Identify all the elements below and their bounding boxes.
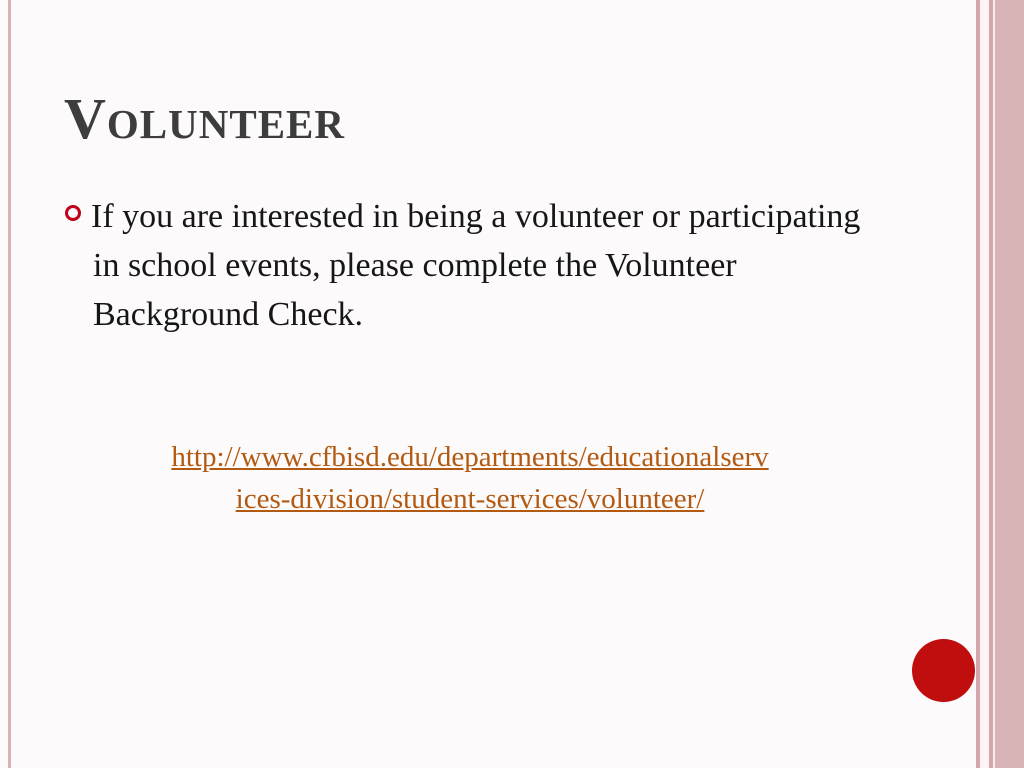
link-line-2[interactable]: ices-division/student-services/volunteer/ <box>235 483 705 515</box>
ring-bullet-icon <box>65 205 81 221</box>
slide-title: Volunteer <box>64 86 345 151</box>
red-circle-decoration <box>912 639 975 702</box>
right-decorative-stripes <box>976 0 1024 768</box>
link-line-1[interactable]: http://www.cfbisd.edu/departments/educationalserv <box>171 441 769 473</box>
bullet-text: If you are interested in being a volunteer or participating in school events, please complete the Volunteer Background Check. <box>91 198 861 333</box>
volunteer-link[interactable] <box>40 436 900 520</box>
left-border-line <box>8 0 11 768</box>
